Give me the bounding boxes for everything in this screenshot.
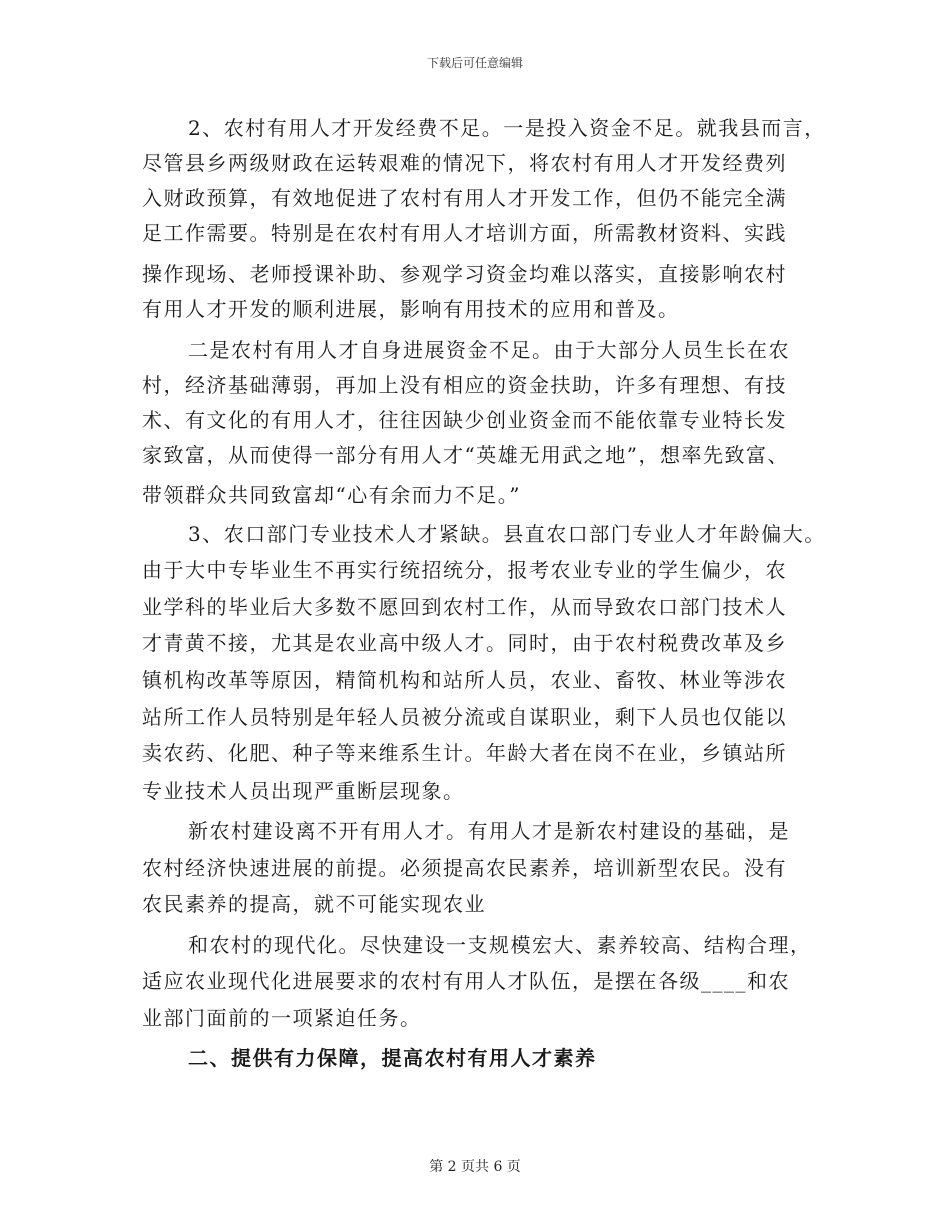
paragraph-line: 操作现场、老师授课补助、参观学习资金均难以落实，直接影响农村 (142, 262, 787, 286)
paragraph-line: 村，经济基础薄弱，再加上没有相应的资金扶助，许多有理想、有技 (142, 373, 787, 397)
paragraph-line: 3、农口部门专业技术人才紧缺。县直农口部门专业人才年龄偏大。 (188, 522, 826, 546)
paragraph-line: 和农村的现代化。尽快建设一支规模宏大、素养较高、结构合理， (188, 933, 812, 957)
paragraph-line: 二是农村有用人才自身进展资金不足。由于大部分人员生长在农 (188, 338, 790, 362)
paragraph-line: 入财政预算，有效地促进了农村有用人才开发工作，但仍不能完全满 (142, 186, 787, 210)
paragraph-line: 农民素养的提高，就不可能实现农业 (142, 892, 486, 916)
paragraph-line: 尽管县乡两级财政在运转艰难的情况下，将农村有用人才开发经费列 (142, 151, 787, 175)
paragraph-line: 足工作需要。特别是在农村有用人才培训方面，所需教材资料、实践 (142, 221, 787, 245)
paragraph-line: 站所工作人员特别是年轻人员被分流或自谋职业，剩下人员也仅能以 (142, 705, 787, 729)
paragraph-line: 带领群众共同致富却“心有余而力不足。” (142, 483, 521, 507)
paragraph-line: 由于大中专毕业生不再实行统招统分，报考农业专业的学生偏少，农 (142, 558, 787, 582)
paragraph-line: 专业技术人员出现严重断层现象。 (142, 779, 465, 803)
paragraph-line: 适应农业现代化进展要求的农村有用人才队伍，是摆在各级____和农 (142, 969, 790, 993)
page-footer: 第 2 页共 6 页 (429, 1159, 521, 1175)
paragraph-line: 卖农药、化肥、种子等来维系生计。年龄大者在岗不在业，乡镇站所 (142, 741, 787, 765)
paragraph-line: 术、有文化的有用人才，往往因缺少创业资金而不能依靠专业特长发 (142, 408, 787, 432)
page-header: 下载后可任意编辑 (426, 56, 523, 70)
paragraph-line: 业学科的毕业后大多数不愿回到农村工作，从而导致农口部门技术人 (142, 595, 787, 619)
paragraph-line: 2、农村有用人才开发经费不足。一是投入资金不足。就我县而言， (188, 116, 826, 140)
paragraph-line: 镇机构改革等原因，精简机构和站所人员，农业、畜牧、林业等涉农 (142, 668, 787, 692)
paragraph-line: 农村经济快速进展的前提。必须提高农民素养，培训新型农民。没有 (142, 856, 787, 880)
paragraph-line: 新农村建设离不开有用人才。有用人才是新农村建设的基础，是 (188, 819, 790, 843)
paragraph-line: 有用人才开发的顺利进展，影响有用技术的应用和普及。 (142, 297, 680, 321)
paragraph-line: 才青黄不接，尤其是农业高中级人才。同时，由于农村税费改革及乡 (142, 631, 787, 655)
paragraph-line: 家致富，从而使得一部分有用人才“英雄无用武之地”，想率先致富、 (142, 443, 789, 467)
section-heading: 二、提供有力保障，提高农村有用人才素养 (188, 1046, 597, 1070)
paragraph-line: 业部门面前的一项紧迫任务。 (142, 1006, 422, 1030)
